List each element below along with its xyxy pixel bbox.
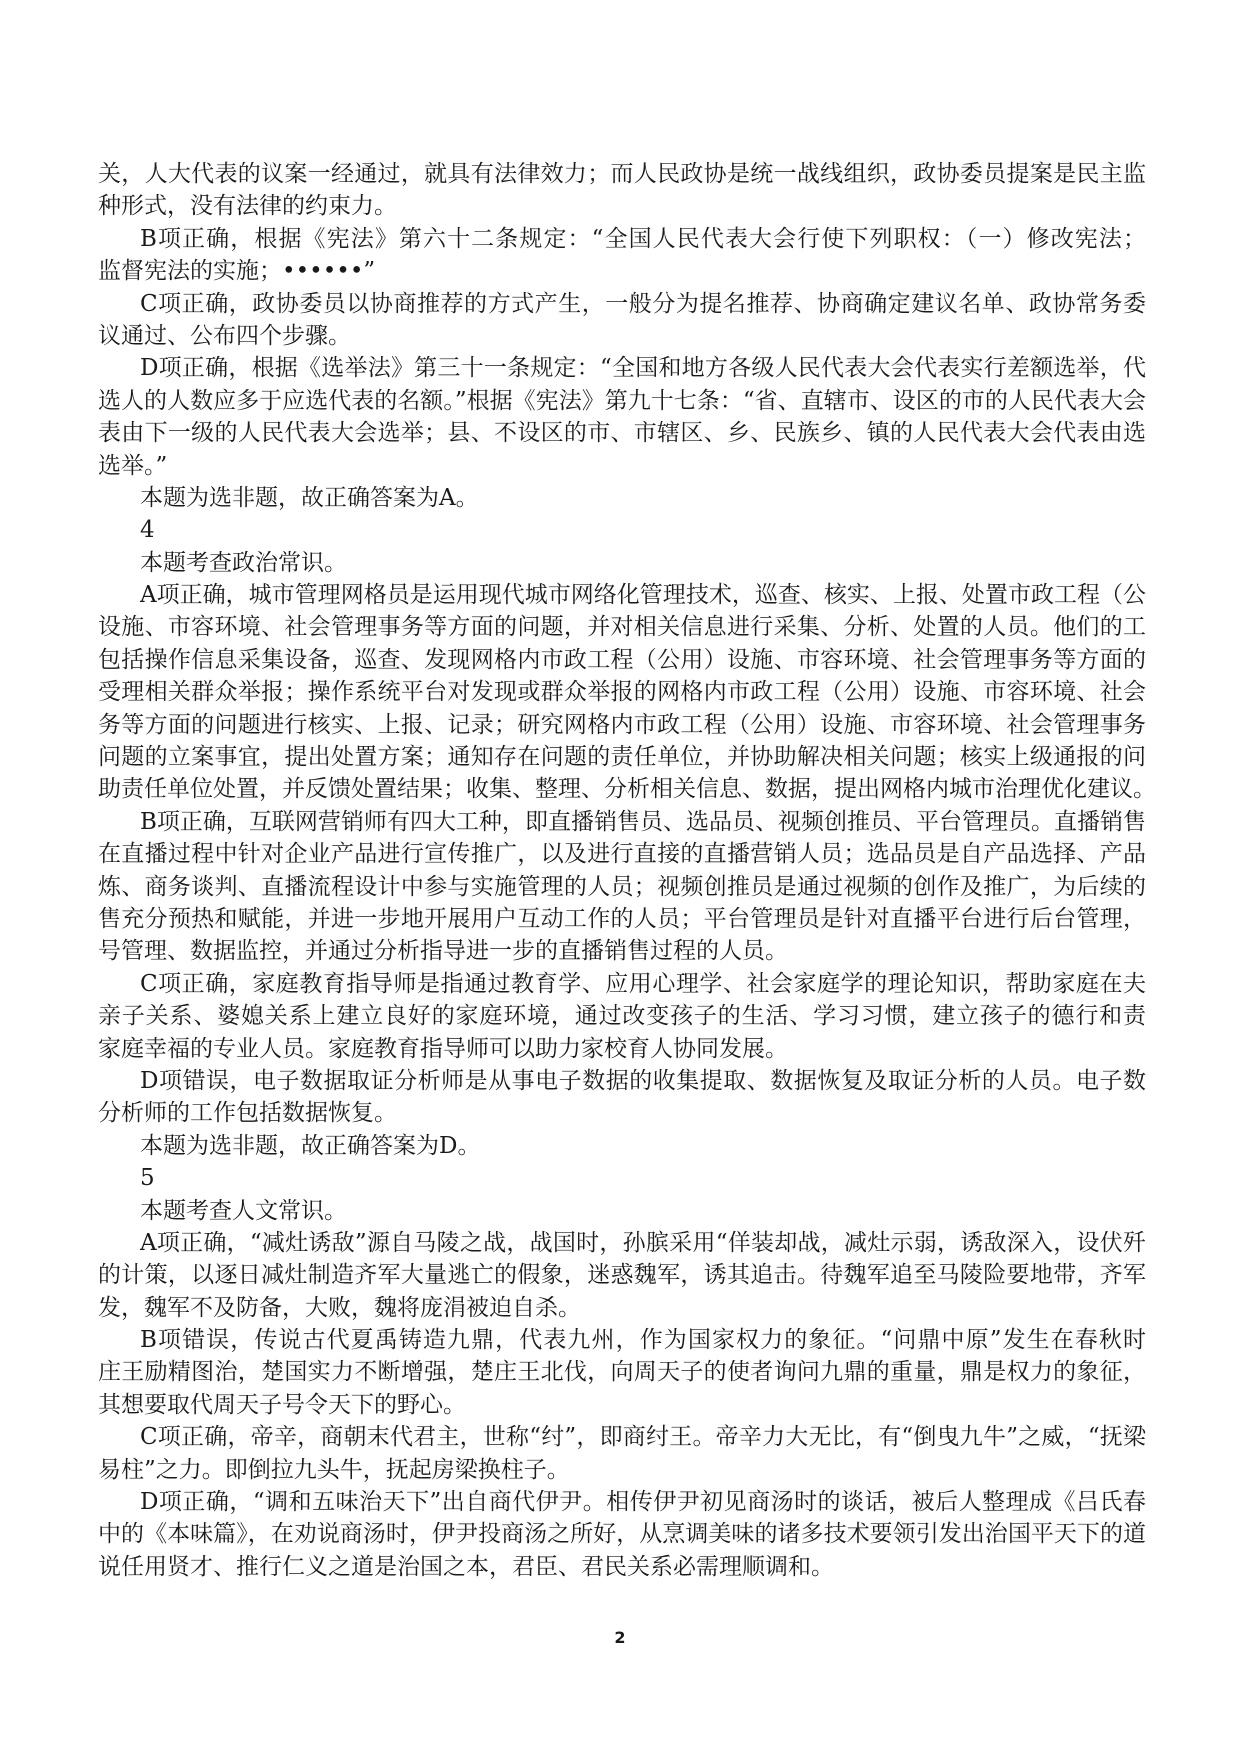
paragraph xyxy=(98,968,1146,1065)
text-line: 说任用贤才、推行仁义之道是治国之本，君臣、君民关系必需理顺调和。 xyxy=(98,1553,834,1580)
paragraph xyxy=(98,579,1156,806)
text-line: 问题的立案事宜，提出处置方案；通知存在问题的责任单位，并协助解决相关问题；核实上级通报的问 xyxy=(98,744,1146,771)
paragraph xyxy=(98,1162,1146,1194)
paragraph xyxy=(98,514,1146,546)
paragraph xyxy=(98,1130,1146,1162)
paragraph xyxy=(98,547,1146,579)
document-body xyxy=(98,158,1156,1583)
text-line: A项正确，城市管理网格员是运用现代城市网络化管理技术，巡查、核实、上报、处置市政工程（公 xyxy=(140,582,1146,609)
text-line: 5 xyxy=(140,1165,155,1192)
text-line: 助责任单位处置，并反馈处置结果；收集、整理、分析相关信息、数据，提出网格内城市治理优化建议。 xyxy=(98,776,1156,803)
text-line: D项正确，“调和五味治天下”出自商代伊尹。相传伊尹初见商汤时的谈话，被后人整理成《吕氏春 xyxy=(140,1489,1146,1516)
text-line: 发，魏军不及防备，大败，魏将庞涓被迫自杀。 xyxy=(98,1294,581,1321)
text-line: 售充分预热和赋能，并进一步地开展用户互动工作的人员；平台管理员是针对直播平台进行后台管理， xyxy=(98,905,1146,932)
text-line: 务等方面的问题进行核实、上报、记录；研究网格内市政工程（公用）设施、市容环境、社会管理事务 xyxy=(98,711,1146,738)
paragraph xyxy=(98,158,1146,223)
text-line: 本题考查政治常识。 xyxy=(140,549,347,576)
paragraph xyxy=(98,482,1146,514)
text-line: 包括操作信息采集设备，巡查、发现网格内市政工程（公用）设施、市容环境、社会管理事务等方面的 xyxy=(98,646,1146,673)
paragraph xyxy=(98,223,1146,288)
text-line: 监督宪法的实施；••••••” xyxy=(98,258,376,285)
paragraph xyxy=(98,1421,1146,1486)
paragraph xyxy=(98,1324,1146,1421)
paragraph xyxy=(98,352,1146,482)
text-line: 选人的人数应多于应选代表的名额。”根据《宪法》第九十七条：“省、直辖市、设区的市的人民代表大会 xyxy=(98,387,1146,414)
text-line: 易柱”之力。即倒拉九头牛，抚起房梁换柱子。 xyxy=(98,1456,570,1483)
text-line: 家庭幸福的专业人员。家庭教育指导师可以助力家校育人协同发展。 xyxy=(98,1035,788,1062)
text-line: 选举。” xyxy=(98,452,168,479)
text-line: 设施、市容环境、社会管理事务等方面的问题，并对相关信息进行采集、分析、处置的人员。他们的工 xyxy=(98,614,1146,641)
text-line: B项正确，互联网营销师有四大工种，即直播销售员、选品员、视频创推员、平台管理员。直播销售 xyxy=(140,808,1146,835)
text-line: 议通过、公布四个步骤。 xyxy=(98,322,351,349)
text-line: D项错误，电子数据取证分析师是从事电子数据的收集提取、数据恢复及取证分析的人员。电子数 xyxy=(140,1067,1146,1094)
paragraph xyxy=(98,1195,1146,1227)
text-line: B项错误，传说古代夏禹铸造九鼎，代表九州，作为国家权力的象征。“问鼎中原”发生在春秋时 xyxy=(140,1327,1146,1354)
text-line: 关，人大代表的议案一经通过，就具有法律效力；而人民政协是统一战线组织，政协委员提案是民主监 xyxy=(98,161,1146,187)
paragraph xyxy=(98,1227,1146,1324)
paragraph xyxy=(98,288,1146,353)
text-line: C项正确，家庭教育指导师是指通过教育学、应用心理学、社会家庭学的理论知识，帮助家庭在夫 xyxy=(140,970,1146,997)
text-line: 种形式，没有法律的约束力。 xyxy=(98,193,397,220)
paragraph xyxy=(98,806,1146,968)
text-line: 的计策，以逐日减灶制造齐军大量逃亡的假象，迷惑魏军，诱其追击。待魏军追至马陵险要地带，齐军 xyxy=(98,1262,1146,1289)
text-line: 分析师的工作包括数据恢复。 xyxy=(98,1100,397,1127)
paragraph xyxy=(98,1486,1146,1583)
text-line: B项正确，根据《宪法》第六十二条规定：“全国人民代表大会行使下列职权：（一）修改宪法； xyxy=(140,225,1146,252)
text-line: 号管理、数据监控，并通过分析指导进一步的直播销售过程的人员。 xyxy=(98,938,788,965)
text-line: 本题为选非题，故正确答案为A。 xyxy=(140,484,479,511)
text-line: 亲子关系、婆媳关系上建立良好的家庭环境，通过改变孩子的生活、学习习惯，建立孩子的德行和责 xyxy=(98,1003,1146,1030)
text-line: 表由下一级的人民代表大会选举；县、不设区的市、市辖区、乡、民族乡、镇的人民代表大会代表由选 xyxy=(98,420,1146,447)
text-line: D项正确，根据《选举法》第三十一条规定：“全国和地方各级人民代表大会代表实行差额选举，代 xyxy=(140,355,1146,382)
text-line: 庄王励精图治，楚国实力不断增强，楚庄王北伐，向周天子的使者询问九鼎的重量，鼎是权力的象征， xyxy=(98,1359,1146,1386)
text-line: C项正确，政协委员以协商推荐的方式产生，一般分为提名推荐、协商确定建议名单、政协常务委 xyxy=(140,290,1146,317)
text-line: 受理相关群众举报；操作系统平台对发现或群众举报的网格内市政工程（公用）设施、市容环境、社会 xyxy=(98,679,1146,706)
text-line: 中的《本味篇》，在劝说商汤时，伊尹投商汤之所好，从烹调美味的诸多技术要领引发出治国平天下的道 xyxy=(98,1521,1146,1548)
text-line: A项正确，“减灶诱敌”源自马陵之战，战国时，孙膑采用“佯装却战，减灶示弱，诱敌深入，设伏歼 xyxy=(140,1229,1146,1256)
text-line: 其想要取代周天子号令天下的野心。 xyxy=(98,1391,466,1418)
paragraph xyxy=(98,1065,1146,1130)
text-line: 本题为选非题，故正确答案为D。 xyxy=(140,1132,481,1159)
text-line: 本题考查人文常识。 xyxy=(140,1197,347,1224)
text-line: 在直播过程中针对企业产品进行宣传推广，以及进行直接的直播营销人员；选品员是自产品选择、产品 xyxy=(98,841,1146,868)
text-line: C项正确，帝辛，商朝末代君主，世称“纣”，即商纣王。帝辛力大无比，有“倒曳九牛”之威，“抚梁 xyxy=(140,1424,1146,1451)
text-line: 炼、商务谈判、直播流程设计中参与实施管理的人员；视频创推员是通过视频的创作及推广，为后续的 xyxy=(98,873,1146,900)
text-line: 4 xyxy=(140,517,155,544)
page-number: 2 xyxy=(614,1628,626,1647)
